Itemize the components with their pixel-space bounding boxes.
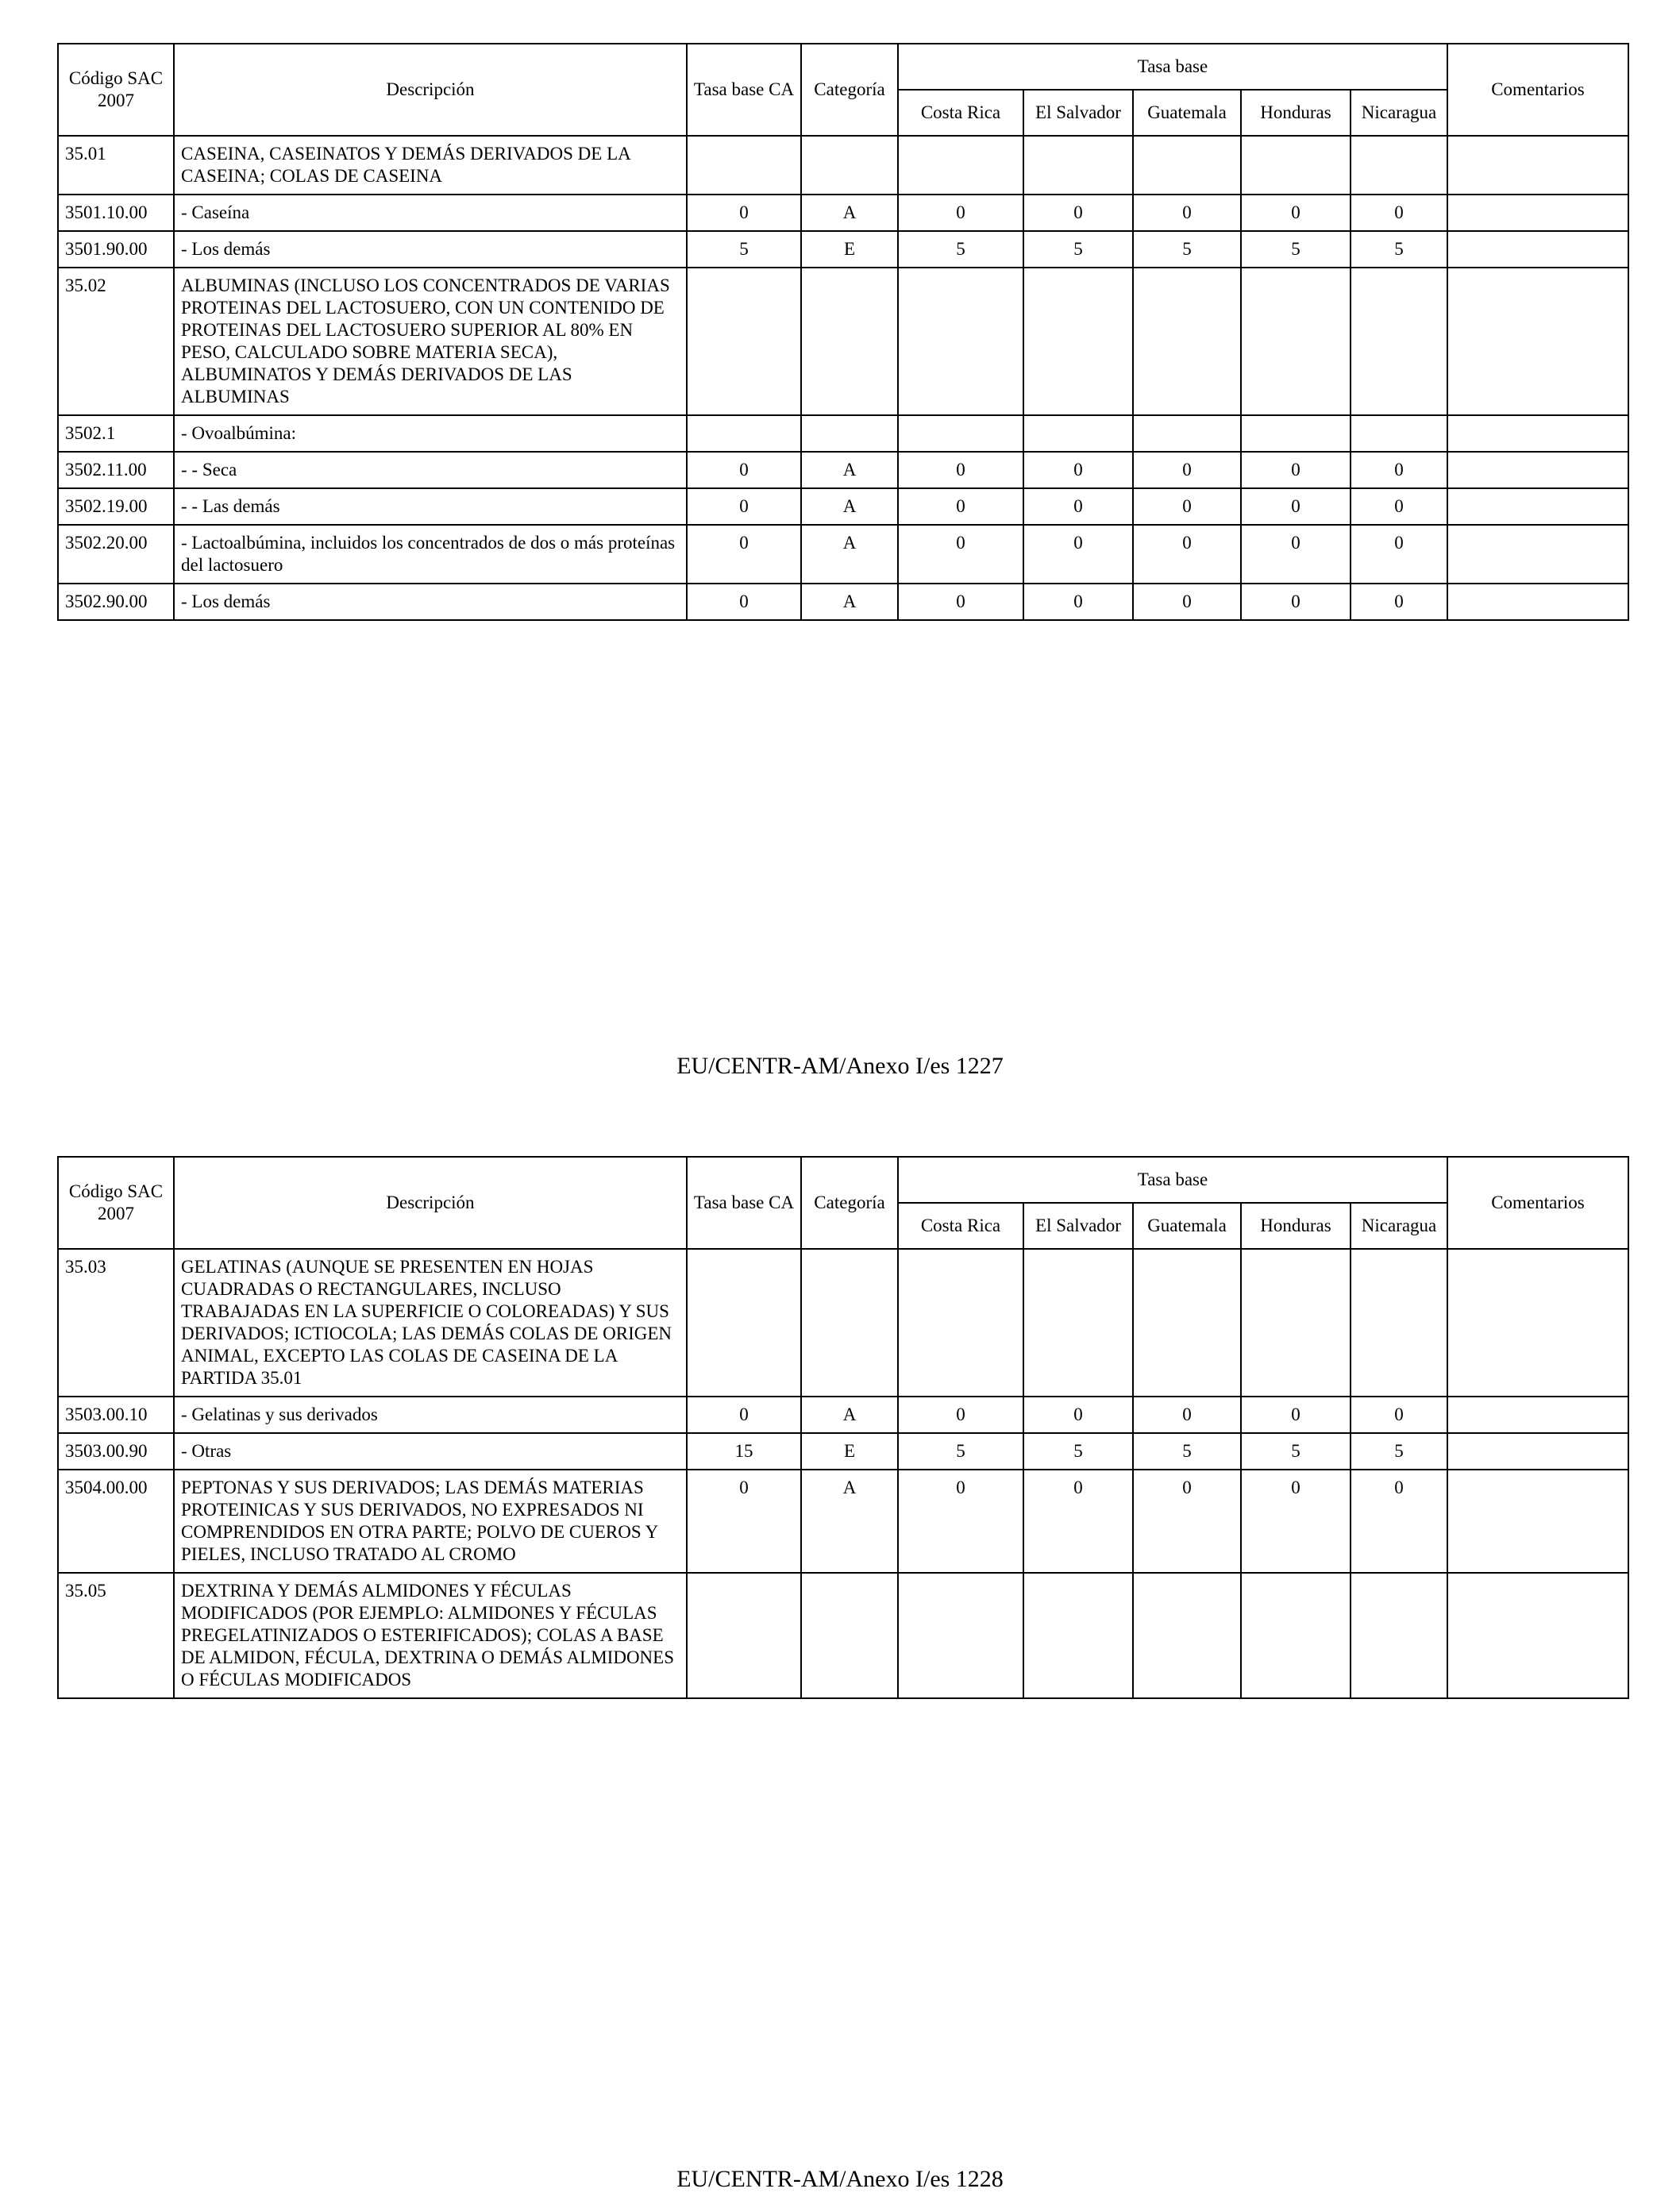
cell-description: - Los demás [174, 584, 687, 620]
cell-nicaragua: 0 [1351, 452, 1447, 488]
table-row [58, 268, 1628, 415]
cell-guatemala: 0 [1133, 452, 1241, 488]
table-row [58, 415, 1628, 452]
header-category: Categoría [801, 1157, 898, 1249]
cell-category [801, 136, 898, 195]
table-row [58, 136, 1628, 195]
cell-nicaragua: 5 [1351, 231, 1447, 268]
cell-comments [1447, 452, 1628, 488]
cell-guatemala [1133, 268, 1241, 415]
cell-el-salvador [1023, 136, 1133, 195]
cell-costa-rica: 5 [898, 1433, 1023, 1470]
cell-code: 3501.10.00 [58, 195, 174, 231]
cell-honduras: 0 [1241, 1397, 1351, 1433]
cell-code: 35.02 [58, 268, 174, 415]
cell-nicaragua: 5 [1351, 1433, 1447, 1470]
table-row [58, 1573, 1628, 1698]
cell-honduras: 0 [1241, 452, 1351, 488]
cell-description: - - Seca [174, 452, 687, 488]
cell-honduras: 0 [1241, 195, 1351, 231]
header-category: Categoría [801, 44, 898, 136]
cell-honduras: 5 [1241, 231, 1351, 268]
cell-comments [1447, 268, 1628, 415]
cell-category [801, 1573, 898, 1698]
cell-comments [1447, 1249, 1628, 1397]
cell-el-salvador: 0 [1023, 488, 1133, 525]
table-row [58, 1470, 1628, 1573]
cell-costa-rica: 5 [898, 231, 1023, 268]
cell-rate-ca: 0 [687, 1470, 801, 1573]
cell-category: A [801, 1397, 898, 1433]
cell-category: A [801, 1470, 898, 1573]
header-rate-ca: Tasa base CA [687, 44, 801, 136]
cell-description: - Lactoalbúmina, incluidos los concentrados de dos o más proteínas del lactosuero [174, 525, 687, 584]
cell-rate-ca: 15 [687, 1433, 801, 1470]
cell-rate-ca: 0 [687, 488, 801, 525]
header-rate-base: Tasa base [898, 44, 1447, 90]
cell-category: A [801, 195, 898, 231]
table-row [58, 1433, 1628, 1470]
cell-costa-rica: 0 [898, 1470, 1023, 1573]
cell-description: - Otras [174, 1433, 687, 1470]
header-country-honduras: Honduras [1241, 90, 1351, 136]
cell-costa-rica [898, 415, 1023, 452]
cell-description: CASEINA, CASEINATOS Y DEMÁS DERIVADOS DE LA CASEINA; COLAS DE CASEINA [174, 136, 687, 195]
cell-rate-ca [687, 1573, 801, 1698]
cell-guatemala [1133, 415, 1241, 452]
table-row [58, 1249, 1628, 1397]
cell-el-salvador: 0 [1023, 1397, 1133, 1433]
cell-guatemala: 0 [1133, 1470, 1241, 1573]
cell-costa-rica: 0 [898, 452, 1023, 488]
cell-comments [1447, 415, 1628, 452]
cell-guatemala: 5 [1133, 231, 1241, 268]
header-country-costa-rica: Costa Rica [898, 90, 1023, 136]
header-code: Código SAC 2007 [58, 44, 174, 136]
cell-el-salvador: 0 [1023, 1470, 1133, 1573]
header-country-el-salvador: El Salvador [1023, 1203, 1133, 1249]
cell-guatemala: 5 [1133, 1433, 1241, 1470]
cell-nicaragua: 0 [1351, 195, 1447, 231]
cell-description: - Caseína [174, 195, 687, 231]
table-row [58, 195, 1628, 231]
cell-el-salvador: 0 [1023, 195, 1133, 231]
cell-code: 35.03 [58, 1249, 174, 1397]
cell-category: A [801, 584, 898, 620]
cell-nicaragua: 0 [1351, 525, 1447, 584]
cell-guatemala: 0 [1133, 195, 1241, 231]
cell-category: A [801, 452, 898, 488]
cell-costa-rica: 0 [898, 1397, 1023, 1433]
header-country-guatemala: Guatemala [1133, 1203, 1241, 1249]
cell-description: GELATINAS (AUNQUE SE PRESENTEN EN HOJAS CUADRADAS O RECTANGULARES, INCLUSO TRABAJADAS EN LA SUPERFICIE O COLOREADAS) Y SUS DERIVADOS; ICTIOCOLA; LAS DEMÁS COLAS DE ORIGEN ANIMAL, EXCEPTO LAS COLAS DE CASEINA DE LA PARTIDA 35.01 [174, 1249, 687, 1397]
cell-honduras [1241, 1249, 1351, 1397]
cell-category: E [801, 1433, 898, 1470]
cell-el-salvador: 0 [1023, 452, 1133, 488]
cell-nicaragua: 0 [1351, 584, 1447, 620]
cell-rate-ca: 0 [687, 584, 801, 620]
cell-el-salvador [1023, 268, 1133, 415]
cell-el-salvador [1023, 1249, 1133, 1397]
cell-rate-ca: 0 [687, 525, 801, 584]
cell-category: E [801, 231, 898, 268]
cell-code: 3502.90.00 [58, 584, 174, 620]
header-comments: Comentarios [1447, 44, 1628, 136]
cell-costa-rica: 0 [898, 195, 1023, 231]
cell-comments [1447, 1470, 1628, 1573]
cell-el-salvador [1023, 415, 1133, 452]
cell-comments [1447, 525, 1628, 584]
cell-code: 35.05 [58, 1573, 174, 1698]
cell-rate-ca: 5 [687, 231, 801, 268]
tariff-table-page-1227 [57, 43, 1629, 621]
table-row [58, 452, 1628, 488]
header-country-nicaragua: Nicaragua [1351, 90, 1447, 136]
cell-rate-ca [687, 268, 801, 415]
header-description: Descripción [174, 1157, 687, 1249]
cell-honduras [1241, 136, 1351, 195]
page-footer: EU/CENTR-AM/Anexo I/es 1227 [676, 1053, 1004, 1079]
cell-comments [1447, 1433, 1628, 1470]
cell-costa-rica [898, 1249, 1023, 1397]
header-country-costa-rica: Costa Rica [898, 1203, 1023, 1249]
cell-nicaragua: 0 [1351, 488, 1447, 525]
cell-honduras [1241, 1573, 1351, 1698]
cell-nicaragua [1351, 415, 1447, 452]
cell-description: - Los demás [174, 231, 687, 268]
page-footer: EU/CENTR-AM/Anexo I/es 1228 [676, 2166, 1004, 2192]
cell-el-salvador: 5 [1023, 231, 1133, 268]
cell-description: - Ovoalbúmina: [174, 415, 687, 452]
header-country-nicaragua: Nicaragua [1351, 1203, 1447, 1249]
cell-rate-ca [687, 1249, 801, 1397]
cell-code: 3502.20.00 [58, 525, 174, 584]
cell-guatemala [1133, 1573, 1241, 1698]
table-row [58, 488, 1628, 525]
table-body [58, 136, 1628, 620]
cell-code: 3503.00.10 [58, 1397, 174, 1433]
cell-comments [1447, 1397, 1628, 1433]
cell-code: 35.01 [58, 136, 174, 195]
cell-costa-rica: 0 [898, 525, 1023, 584]
table-row [58, 525, 1628, 584]
cell-honduras: 0 [1241, 584, 1351, 620]
header-rate-base: Tasa base [898, 1157, 1447, 1203]
cell-honduras [1241, 268, 1351, 415]
cell-comments [1447, 136, 1628, 195]
cell-comments [1447, 584, 1628, 620]
cell-code: 3502.11.00 [58, 452, 174, 488]
cell-costa-rica [898, 268, 1023, 415]
cell-el-salvador: 0 [1023, 584, 1133, 620]
cell-rate-ca: 0 [687, 195, 801, 231]
cell-honduras: 0 [1241, 1470, 1351, 1573]
cell-el-salvador: 5 [1023, 1433, 1133, 1470]
header-comments: Comentarios [1447, 1157, 1628, 1249]
cell-rate-ca: 0 [687, 452, 801, 488]
cell-nicaragua [1351, 268, 1447, 415]
cell-guatemala [1133, 1249, 1241, 1397]
header-code: Código SAC 2007 [58, 1157, 174, 1249]
cell-nicaragua [1351, 136, 1447, 195]
cell-nicaragua [1351, 1573, 1447, 1698]
header-country-guatemala: Guatemala [1133, 90, 1241, 136]
cell-costa-rica: 0 [898, 584, 1023, 620]
cell-guatemala: 0 [1133, 584, 1241, 620]
cell-guatemala: 0 [1133, 525, 1241, 584]
cell-category [801, 415, 898, 452]
cell-code: 3504.00.00 [58, 1470, 174, 1573]
cell-category [801, 1249, 898, 1397]
cell-costa-rica [898, 1573, 1023, 1698]
cell-guatemala: 0 [1133, 1397, 1241, 1433]
header-description: Descripción [174, 44, 687, 136]
cell-comments [1447, 195, 1628, 231]
cell-code: 3502.1 [58, 415, 174, 452]
cell-rate-ca [687, 136, 801, 195]
table-row [58, 231, 1628, 268]
cell-nicaragua: 0 [1351, 1470, 1447, 1573]
cell-description: - - Las demás [174, 488, 687, 525]
cell-description: - Gelatinas y sus derivados [174, 1397, 687, 1433]
cell-el-salvador [1023, 1573, 1133, 1698]
cell-honduras: 5 [1241, 1433, 1351, 1470]
cell-rate-ca: 0 [687, 1397, 801, 1433]
cell-guatemala [1133, 136, 1241, 195]
header-country-el-salvador: El Salvador [1023, 90, 1133, 136]
cell-category: A [801, 525, 898, 584]
table-body [58, 1249, 1628, 1698]
cell-costa-rica [898, 136, 1023, 195]
table-row [58, 1397, 1628, 1433]
cell-honduras: 0 [1241, 525, 1351, 584]
cell-description: PEPTONAS Y SUS DERIVADOS; LAS DEMÁS MATERIAS PROTEINICAS Y SUS DERIVADOS, NO EXPRESADOS NI COMPRENDIDOS EN OTRA PARTE; POLVO DE CUEROS Y PIELES, INCLUSO TRATADO AL CROMO [174, 1470, 687, 1573]
cell-code: 3503.00.90 [58, 1433, 174, 1470]
cell-comments [1447, 1573, 1628, 1698]
cell-rate-ca [687, 415, 801, 452]
cell-el-salvador: 0 [1023, 525, 1133, 584]
cell-category [801, 268, 898, 415]
cell-guatemala: 0 [1133, 488, 1241, 525]
cell-honduras: 0 [1241, 488, 1351, 525]
header-rate-ca: Tasa base CA [687, 1157, 801, 1249]
cell-category: A [801, 488, 898, 525]
cell-description: ALBUMINAS (INCLUSO LOS CONCENTRADOS DE VARIAS PROTEINAS DEL LACTOSUERO, CON UN CONTENIDO DE PROTEINAS DEL LACTOSUERO SUPERIOR AL 80% EN PESO, CALCULADO SOBRE MATERIA SECA), ALBUMINATOS Y DEMÁS DERIVADOS DE LAS ALBUMINAS [174, 268, 687, 415]
cell-comments [1447, 231, 1628, 268]
cell-code: 3502.19.00 [58, 488, 174, 525]
tariff-table-page-1228 [57, 1156, 1629, 1699]
cell-comments [1447, 488, 1628, 525]
cell-honduras [1241, 415, 1351, 452]
header-country-honduras: Honduras [1241, 1203, 1351, 1249]
cell-description: DEXTRINA Y DEMÁS ALMIDONES Y FÉCULAS MODIFICADOS (POR EJEMPLO: ALMIDONES Y FÉCULAS PREGELATINIZADOS O ESTERIFICADOS); COLAS A BASE DE ALMIDON, FÉCULA, DEXTRINA O DEMÁS ALMIDONES O FÉCULAS MODIFICADOS [174, 1573, 687, 1698]
cell-nicaragua: 0 [1351, 1397, 1447, 1433]
cell-code: 3501.90.00 [58, 231, 174, 268]
cell-nicaragua [1351, 1249, 1447, 1397]
cell-costa-rica: 0 [898, 488, 1023, 525]
table-row [58, 584, 1628, 620]
